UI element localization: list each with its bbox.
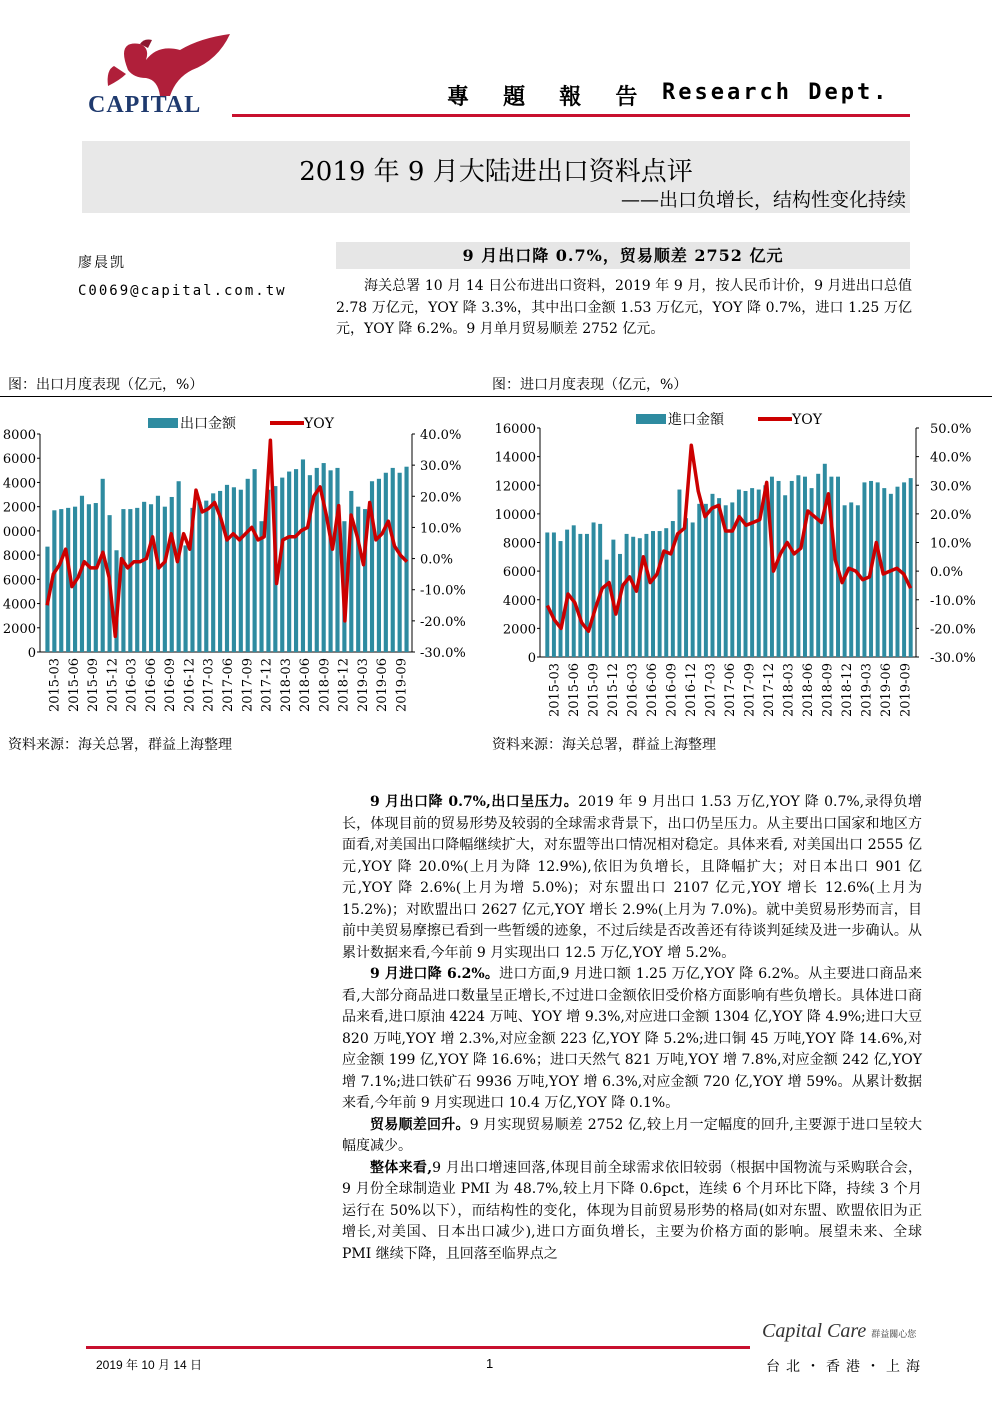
y2-tick-label: 30.0%: [420, 459, 462, 475]
x-tick-label: 2019-06: [375, 658, 391, 713]
x-tick-label: 2015-06: [567, 663, 583, 718]
x-tick-label: 2017-09: [742, 663, 758, 718]
y2-tick-label: 0.0%: [930, 565, 964, 581]
bar: [545, 532, 549, 657]
bar: [909, 478, 913, 657]
x-tick-label: 2018-12: [839, 663, 855, 718]
bar: [246, 479, 250, 652]
bar: [59, 509, 63, 652]
y-tick-label: 4000: [502, 593, 536, 609]
paragraph-export-lead: 9 月出口降 0.7%,出口呈压力。: [370, 794, 579, 810]
page-subtitle: ——出口负增长，结构性变化持续: [620, 189, 906, 211]
paragraph-overall-lead: 整体来看,: [370, 1159, 433, 1176]
bar: [197, 502, 201, 652]
bar: [259, 521, 263, 652]
y-tick-label: 2000: [502, 622, 536, 638]
y-tick-label: 12000: [494, 479, 536, 495]
bar: [253, 469, 257, 652]
legend-line-label: YOY: [304, 416, 334, 432]
bar: [664, 528, 668, 657]
y2-tick-label: -30.0%: [420, 646, 466, 661]
bar: [697, 504, 701, 657]
bar: [559, 541, 563, 657]
x-tick-label: 2015-03: [47, 658, 63, 713]
x-tick-label: 2018-09: [317, 658, 333, 713]
bar: [644, 534, 648, 657]
bar: [849, 502, 853, 657]
import-chart-source: 资料来源：海关总署，群益上海整理: [492, 737, 716, 753]
logo-wordmark: CAPITAL: [88, 92, 202, 118]
x-tick-label: 2017-06: [723, 663, 738, 718]
bar: [691, 522, 695, 657]
y2-tick-label: 40.0%: [930, 450, 972, 466]
y2-tick-label: 10.0%: [930, 536, 972, 552]
x-tick-label: 2017-12: [761, 663, 777, 718]
y2-tick-label: -30.0%: [930, 651, 976, 666]
bar: [889, 494, 893, 657]
y-tick-label: 2000: [2, 500, 36, 516]
y2-tick-label: 10.0%: [420, 521, 462, 537]
y-tick-label: 8000: [2, 428, 36, 443]
y2-tick-label: 50.0%: [930, 422, 972, 437]
bar: [737, 490, 741, 657]
y2-tick-label: -10.0%: [420, 583, 466, 599]
bar: [156, 496, 160, 652]
bar: [902, 482, 906, 657]
x-tick-label: 2018-06: [298, 658, 314, 713]
x-tick-label: 2016-09: [163, 658, 179, 713]
x-tick-label: 2019-09: [898, 663, 914, 718]
x-tick-label: 2017-06: [221, 658, 236, 713]
bar: [87, 504, 91, 652]
summary-body: 海关总署 10 月 14 日公布进出口资料，2019 年 9 月，按人民币计价，9 月进出口总值 2.78 万亿元，YOY 降 3.3%，其中出口金额 1.53 万亿元，YOY 降 0.7%，进口 1.25 万亿元，YOY 降 6.2%。9 月单月贸易顺差 2752 亿元。: [336, 278, 912, 337]
x-tick-label: 2016-09: [664, 663, 680, 718]
bar: [94, 503, 98, 652]
x-tick-label: 2017-09: [240, 658, 256, 713]
bar: [777, 481, 781, 657]
export-chart: [0, 400, 480, 725]
bar: [803, 477, 807, 657]
bar: [862, 482, 866, 657]
paragraph-overall: [342, 1158, 922, 1266]
y2-tick-label: 30.0%: [930, 479, 972, 495]
y-tick-label: 0: [27, 646, 36, 661]
author-name: 廖晨凯: [78, 255, 126, 271]
bar: [398, 473, 402, 652]
y-tick-label: 6000: [502, 565, 536, 581]
y2-tick-label: 40.0%: [420, 428, 462, 443]
y-tick-label: 0: [527, 651, 536, 666]
bar: [711, 494, 715, 657]
bar: [211, 493, 215, 652]
bar: [391, 468, 395, 652]
legend-bar-swatch: [148, 418, 178, 428]
y-tick-label: 16000: [494, 422, 536, 437]
x-tick-label: 2017-12: [259, 658, 275, 713]
footer-brand-tag: 群益關心您: [871, 1330, 917, 1340]
bar: [684, 518, 688, 657]
bar: [149, 504, 153, 652]
y-tick-label: 14000: [494, 450, 536, 466]
y-tick-label: 10000: [494, 507, 536, 523]
x-tick-label: 2015-09: [586, 663, 602, 718]
legend-bar-swatch: [636, 414, 666, 424]
bar: [704, 504, 708, 657]
bar: [239, 490, 243, 652]
bar: [763, 485, 767, 657]
paragraph-export-body: 2019 年 9 月出口 1.53 万亿,YOY 降 0.7%,录得负增长，体现目前的贸易形势及较弱的全球需求背景下，出口仍呈压力。从主要出口国家和地区方面看,对美国出口降幅继续扩大，对东盟等出口情况相对稳定。具体来看, 对美国出口 2555 亿元,YOY 降 20.0%(上月为降 12.9%),依旧为负增长，且降幅扩大；对日本出口 901 亿元,YOY 降 2.6%(上月为增 5.0%)；对东盟出口 2107 亿元,YOY 增长 12.6%(上月为 15.2%)；对欧盟出口 2627 亿元,YOY 增长 2.9%(上月为 7.0%)。就中美贸易形势而言，目前中美贸易摩擦已看到一些暂缓的迹象，不过后续是否改善还有待谈判延续及进一步确认。从累计数据来看,今年前 9 月实现出口 12.5 万亿,YOY 增 5.2%。: [342, 794, 922, 961]
x-tick-label: 2015-09: [86, 658, 102, 713]
x-tick-label: 2019-06: [878, 663, 894, 718]
bar: [658, 531, 662, 657]
x-tick-label: 2015-12: [606, 663, 622, 718]
bar: [592, 522, 596, 657]
bar: [625, 534, 629, 657]
bar: [856, 505, 860, 657]
bar: [128, 509, 132, 652]
y-tick-label: 2000: [2, 621, 36, 637]
legend-bar-label: 出口金额: [180, 416, 236, 432]
bar: [232, 487, 236, 652]
title-box: [82, 141, 910, 213]
summary-heading: 9 月出口降 0.7%，贸易顺差 2752 亿元: [336, 242, 910, 269]
paragraph-export: [342, 792, 922, 964]
page-number: 1: [486, 1356, 494, 1371]
bar: [377, 479, 381, 652]
bar: [356, 507, 360, 652]
paragraph-import: [342, 964, 922, 1115]
x-tick-label: 2019-03: [859, 663, 875, 718]
x-tick-label: 2018-12: [336, 658, 352, 713]
export-chart-caption: 图：出口月度表现（亿元，%）: [8, 377, 204, 393]
paragraph-surplus: [342, 1115, 922, 1158]
y-tick-label: 0000: [2, 524, 36, 540]
bar: [783, 495, 787, 657]
bar: [651, 531, 655, 657]
bar: [677, 490, 681, 657]
x-tick-label: 2015-06: [66, 658, 82, 713]
y2-tick-label: -20.0%: [420, 614, 466, 630]
x-tick-label: 2019-03: [355, 658, 371, 713]
paragraph-surplus-lead: 贸易顺差回升。: [370, 1116, 470, 1133]
bar: [638, 538, 642, 657]
bar: [294, 469, 298, 652]
bar: [384, 473, 388, 652]
bar: [578, 534, 582, 657]
x-tick-label: 2016-03: [124, 658, 140, 713]
legend-line-label: YOY: [792, 412, 822, 428]
bar: [750, 488, 754, 657]
chart-top-rule: [0, 396, 992, 397]
bar: [816, 474, 820, 657]
bar: [101, 479, 105, 652]
research-dept: Research Dept.: [662, 80, 890, 105]
page-title: 2019 年 9 月大陆进出口资料点评: [299, 157, 693, 187]
bar: [605, 560, 609, 657]
summary-text: [336, 276, 912, 341]
footer-brand: [762, 1320, 916, 1343]
x-tick-label: 2016-12: [684, 663, 700, 718]
bar: [177, 481, 181, 652]
bar: [585, 534, 589, 657]
x-tick-label: 2018-09: [820, 663, 836, 718]
bar: [183, 545, 187, 652]
x-tick-label: 2018-06: [800, 663, 816, 718]
bar: [790, 481, 794, 657]
footer-cities: 台北・香港・上海: [766, 1359, 926, 1375]
x-tick-label: 2018-03: [278, 658, 294, 713]
x-tick-label: 2015-12: [105, 658, 121, 713]
bar: [329, 470, 333, 652]
bar: [796, 475, 800, 657]
x-tick-label: 2017-03: [201, 658, 217, 713]
bar: [142, 502, 146, 652]
bar: [225, 485, 229, 652]
report-type: 專 題 報 告: [447, 84, 652, 109]
bar: [135, 508, 139, 652]
footer-rule: [86, 1346, 750, 1349]
header-rule: [232, 114, 910, 117]
y-tick-label: 4000: [2, 597, 36, 613]
bar: [572, 525, 576, 657]
paragraph-import-lead: 9 月进口降 6.2%。: [370, 966, 500, 982]
bar: [121, 509, 125, 652]
x-tick-label: 2016-06: [645, 663, 661, 718]
bar: [335, 468, 339, 652]
x-tick-label: 2016-06: [143, 658, 159, 713]
y2-tick-label: 20.0%: [420, 490, 462, 506]
y-tick-label: 4000: [2, 476, 36, 492]
paragraph-overall-body: 9 月出口增速回落,体现目前全球需求依旧较弱（根据中国物流与采购联合会， 9 月份全球制造业 PMI 为 48.7%,较上月下降 0.6pct，连续 6 个月环比下降，持续 3 个月运行在 50%以下），而结构性的变化，体现为目前贸易形势的格局(如对东盟、欧盟依旧为正增长,对美国、日本出口减少),进口方面负增长，主要为价格方面的影响。展望未来、全球 PMI 继续下降，且回落至临界点之: [342, 1159, 923, 1262]
x-tick-label: 2015-03: [547, 663, 563, 718]
bar: [717, 498, 721, 657]
y2-tick-label: -10.0%: [930, 593, 976, 609]
footer-date: 2019 年 10 月 14 日: [96, 1358, 203, 1372]
y-tick-label: 8000: [2, 549, 36, 565]
x-tick-label: 2017-03: [703, 663, 719, 718]
y-tick-label: 6000: [2, 573, 36, 589]
x-tick-label: 2016-03: [625, 663, 641, 718]
x-tick-label: 2019-09: [394, 658, 410, 713]
footer-brand-name: Capital Care: [762, 1320, 867, 1342]
import-chart-caption: 图：进口月度表现（亿元，%）: [492, 377, 688, 393]
legend-bar-label: 進口金額: [668, 412, 724, 428]
paragraph-surplus-body: 9 月实现贸易顺差 2752 亿,较上月一定幅度的回升,主要源于进口呈较大幅度减少。: [342, 1116, 922, 1154]
y2-tick-label: -20.0%: [930, 622, 976, 638]
y2-tick-label: 20.0%: [930, 507, 972, 523]
body-text: [342, 792, 922, 1265]
y2-tick-label: 0.0%: [420, 552, 454, 568]
bar: [204, 501, 208, 652]
y-tick-label: 6000: [2, 452, 36, 468]
bar: [876, 482, 880, 657]
bar: [170, 497, 174, 652]
bar: [823, 464, 827, 657]
y-tick-label: 8000: [502, 536, 536, 552]
bar: [552, 532, 556, 657]
export-chart-source: 资料来源：海关总署，群益上海整理: [8, 737, 232, 753]
import-chart: [484, 400, 992, 725]
bar: [287, 472, 291, 652]
bar: [301, 459, 305, 652]
x-tick-label: 2016-12: [182, 658, 198, 713]
paragraph-import-body: 进口方面,9 月进口额 1.25 万亿,YOY 降 6.2%。从主要进口商品来看,大部分商品进口数量呈正增长,不过进口金额依旧受价格方面影响有些负增长。具体进口商品来看,进口原油 4224 万吨、YOY 增 9.3%,对应进口金额 1304 亿,YOY 降 4.9%;进口大豆 820 万吨,YOY 增 2.3%,对应金额 223 亿,YOY 降 5.2%;进口铜 45 万吨,YOY 降 14.6%,对应金额 199 亿,YOY 降 16.6%；进口天然气 821 万吨,YOY 增 7.8%,对应金额 242 亿,YOY 增 7.1%;进口铁矿石 9936 万吨,YOY 增 6.3%,对应金额 720 亿,YOY 增 59%。从累计数据来看,今年前 9 月实现进口 10.4 万亿,YOY 降 0.1%。: [342, 966, 922, 1111]
bar: [163, 507, 167, 652]
bar: [631, 537, 635, 657]
author-email[interactable]: C0069@capital.com.tw: [78, 283, 287, 299]
bar: [744, 491, 748, 657]
x-tick-label: 2018-03: [781, 663, 797, 718]
